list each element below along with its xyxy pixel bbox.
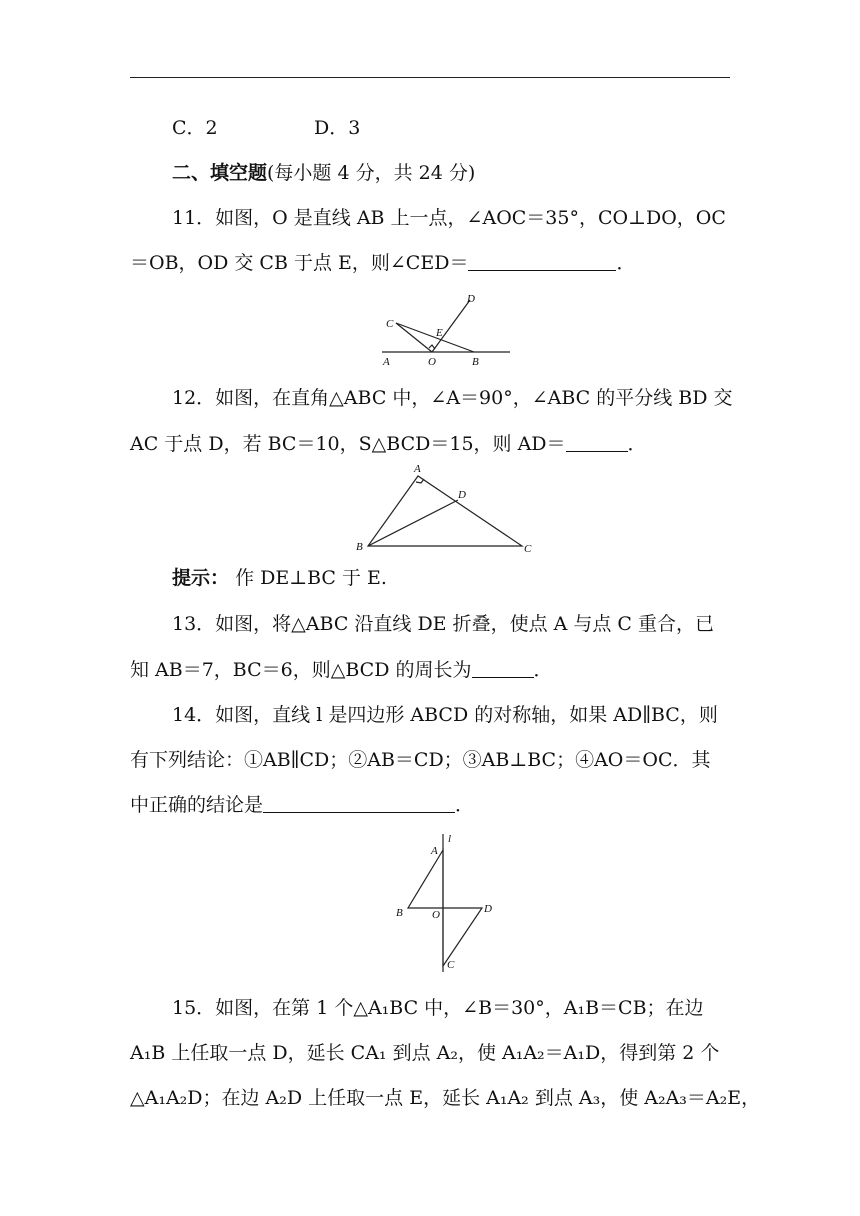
q14-line2: 有下列结论：①AB∥CD；②AB＝CD；③AB⊥BC；④AO＝OC．其 [130,749,711,771]
option-d: D．3 [314,117,361,139]
q12-line2 [130,432,647,456]
q11-segment-od [432,300,470,352]
q12-figure [350,460,540,560]
q11-label-o: O [428,356,436,368]
q11-line2 [130,251,635,275]
section-note: (每小题 4 分，共 24 分) [267,162,476,184]
q14-label-d: D [484,903,492,915]
q13-answer-blank[interactable] [472,659,534,678]
option-c: C．2 [172,117,218,139]
q12-hint [172,566,387,590]
q14-line1: 14．如图，直线 l 是四边形 ABCD 的对称轴，如果 AD∥BC，则 [172,704,718,726]
q14-line3 [130,793,474,817]
q14-label-b: B [396,907,403,919]
q13-line2-text: 知 AB＝7，BC＝6，则△BCD 的周长为 [130,659,472,681]
q15-line2: A₁B 上任取一点 D，延长 CA₁ 到点 A₂，使 A₁A₂＝A₁D，得到第 2 个 [130,1042,720,1064]
section-title: 二、填空题 [172,162,268,184]
q11-segment-co [396,323,432,352]
q14-label-o: O [432,909,440,921]
q12-label-a: A [414,463,421,475]
q12-label-b: B [356,541,363,553]
q12-bisector-bd [368,500,458,546]
q14-line3-text: 中正确的结论是 [130,794,264,816]
q11-right-angle-mark [429,345,435,349]
q14-figure [390,830,500,975]
q12-label-c: C [524,543,532,555]
q13-line1: 13．如图，将△ABC 沿直线 DE 折叠，使点 A 与点 C 重合，已 [172,613,715,635]
q13-line2 [130,658,553,682]
q11-label-a: A [383,356,390,368]
q14-label-l: l [448,833,452,845]
q12-label-d: D [458,489,466,501]
q14-answer-blank[interactable] [263,794,455,813]
q11-label-d: D [467,293,475,305]
q14-label-a: A [431,845,438,857]
q12-hint-text: 作 DE⊥BC 于 E. [235,567,387,589]
q14-quadrilateral-abcd [408,850,482,966]
q11-figure [378,290,518,370]
q11-line2-text: ＝OB，OD 交 CB 于点 E，则∠CED＝ [130,252,469,274]
q12-answer-blank[interactable] [566,433,628,452]
q12-line2-text: AC 于点 D，若 BC＝10，S△BCD＝15，则 AD＝ [130,433,566,455]
q12-triangle-abc [368,476,522,546]
q14-end: ． [455,794,475,816]
q11-end: ． [616,252,636,274]
q11-line1: 11．如图，O 是直线 AB 上一点，∠AOC＝35°，CO⊥DO，OC [172,207,726,229]
q14-label-c: C [447,959,455,971]
q11-label-e: E [436,327,443,339]
q12-line1: 12．如图，在直角△ABC 中，∠A＝90°，∠ABC 的平分线 BD 交 [172,387,733,409]
q11-label-b: B [472,356,479,368]
section-heading [172,161,475,185]
q11-label-c: C [386,318,394,330]
header-rule [130,77,730,78]
q12-end: ． [627,433,647,455]
q15-line3: △A₁A₂D；在边 A₂D 上任取一点 E，延长 A₁A₂ 到点 A₃，使 A₂A₃＝A₂E， [130,1087,761,1109]
q13-end: ． [533,659,553,681]
q15-line1: 15．如图，在第 1 个△A₁BC 中，∠B＝30°，A₁B＝CB；在边 [172,997,704,1019]
q12-hint-label: 提示： [172,567,230,589]
q11-answer-blank[interactable] [468,252,616,271]
